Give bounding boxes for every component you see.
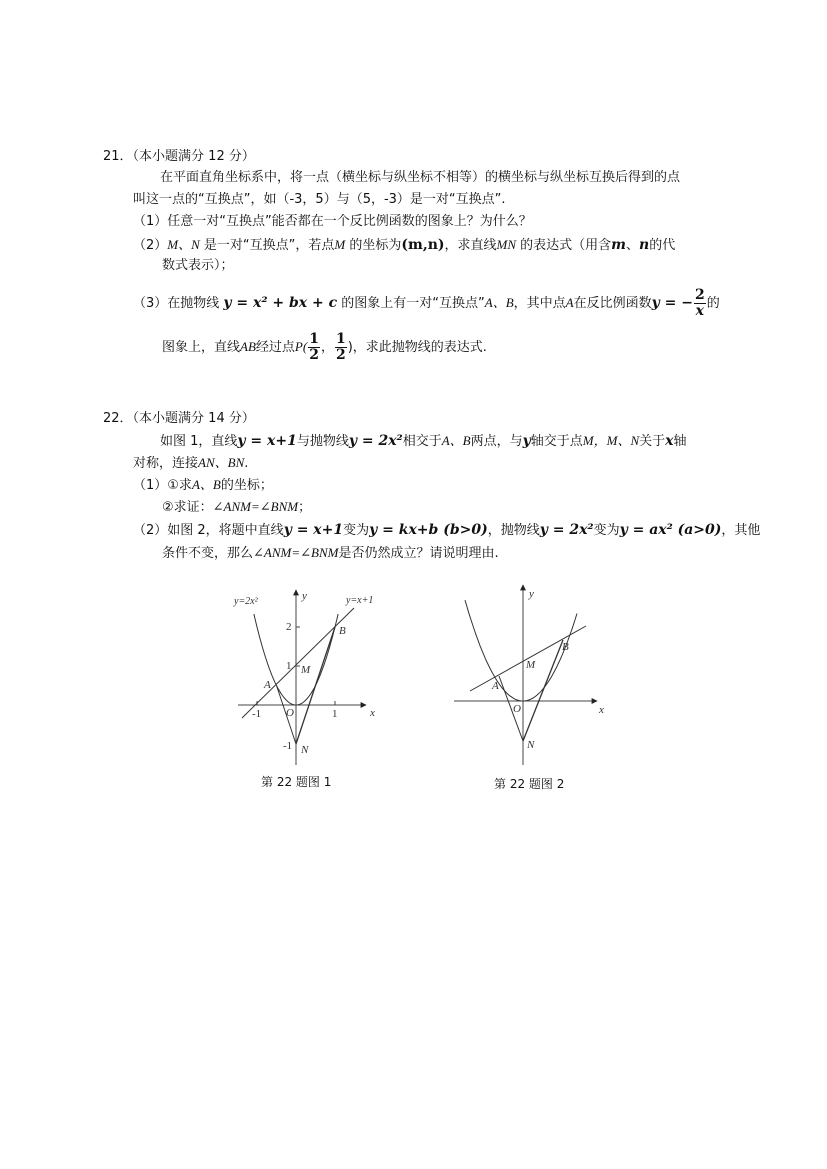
q22-line-eq: y = x+1 [237, 433, 297, 449]
q21-part3-text-d: 的 [706, 296, 720, 311]
fig2-axis-x-label: x [599, 704, 604, 716]
q21-part2-mn-line: MN [496, 237, 517, 252]
q22-intro-line2-an-bn: AN、BN [198, 455, 245, 470]
q21-part2-text-c: ，求直线 [444, 238, 497, 253]
q22-intro-y: y [522, 433, 531, 449]
q21-part3 [133, 288, 720, 319]
q21-part3-a-point: A [565, 295, 574, 310]
q22-part2-text-b: ，抛物线 [487, 523, 540, 538]
q21-part3-func-lhs: y = − [651, 295, 693, 311]
q22-intro-line2 [133, 454, 248, 473]
q21-part2-coord: (m,n) [401, 237, 445, 253]
fig1-line [242, 608, 354, 718]
q22-part2-text-c: 变为 [593, 523, 620, 538]
q22-part2-prefix: （2）如图 2，将题中直线 [133, 523, 284, 538]
fig1-point-a: A [264, 679, 271, 691]
fig1-point-n: N [301, 744, 309, 756]
q22-part1-a [133, 476, 273, 495]
q21-part2-m-point: M [334, 237, 346, 252]
q21-part3-comma: ， [320, 340, 334, 355]
q22-intro-line2-text-b: . [244, 456, 249, 471]
q22-part2-line2-text-b: 是否仍然成立？请说明理由. [338, 546, 499, 561]
q21-part2-text-e: 的代 [649, 238, 676, 253]
fraction-denominator: 2 [335, 347, 346, 363]
fraction-denominator: 2 [309, 347, 319, 363]
q21-part3-close: )，求此抛物线的表达式. [347, 340, 487, 355]
q21-score: （本小题满分 12 分） [132, 149, 255, 164]
q22-intro-line2-text-a: 对称，连接 [133, 456, 199, 471]
q22-score: （本小题满分 14 分） [132, 411, 255, 426]
fig1-origin-label: O [286, 707, 294, 719]
figure-1 [225, 585, 390, 765]
q21-part3-line2-ab: AB [240, 339, 256, 354]
q22-intro-line1 [160, 432, 687, 451]
figure-1-caption: 第 22 题图 1 [261, 775, 332, 789]
fig2-point-a: A [492, 680, 499, 692]
q21-part3-prefix: （3）在抛物线 [133, 296, 220, 311]
fraction-numerator: 2 [694, 287, 705, 303]
q21-part3-line2-text-a: 图象上，直线 [162, 340, 241, 355]
q22-part1a-suffix: 的坐标； [220, 478, 273, 493]
q21-part3-text-a: 的图象上有一对“互换点” [341, 296, 485, 311]
q22-intro-ab: A、B [441, 433, 471, 448]
q22-intro-text-d: 两点，与 [470, 434, 523, 449]
q22-number: 22． [103, 411, 133, 426]
fig1-point-m: M [301, 664, 311, 676]
q21-header [103, 148, 255, 166]
q22-part2-line2-text-a: 条件不变，那么 [162, 546, 254, 561]
q21-part2-text-d: 的表达式（用含 [516, 238, 612, 253]
fig1-segment-bn [296, 627, 335, 744]
q21-number: 21． [103, 149, 133, 164]
fig1-axis-x-label: x [370, 707, 375, 719]
q21-part2-var-n: n [639, 237, 650, 253]
q21-part3-text-b: ，其中点 [513, 296, 566, 311]
q21-part3-half-x [308, 332, 320, 363]
fig1-line-label: y=x+1 [346, 595, 374, 606]
fig2-axis-y-label: y [529, 588, 534, 600]
fig1-tick-label-y1: 1 [286, 660, 292, 672]
q22-part1b-angles: ∠ANM=∠BNM [212, 499, 299, 514]
q22-part1b-prefix: ②求证： [162, 500, 213, 515]
q21-part2-text-a: 是一对“互换点”，若点 [199, 238, 335, 253]
q21-part2-prefix: （2） [133, 238, 168, 253]
figure-2-caption: 第 22 题图 2 [494, 777, 565, 791]
fig1-parabola-label: y=2x² [234, 596, 258, 607]
q22-part1b-suffix: ； [298, 500, 312, 515]
q22-part2-text-a: 变为 [343, 523, 370, 538]
q21-part3-line2 [162, 332, 487, 363]
q22-intro-text-f: 关于 [639, 434, 666, 449]
fig2-segment-bn [523, 640, 563, 741]
q22-intro-text-g: 轴 [673, 434, 687, 449]
q21-part2-line2: 数式表示）； [162, 258, 234, 273]
q21-part2-var-m: m [611, 237, 626, 253]
q21-part3-text-c: 在反比例函数 [573, 296, 652, 311]
q22-intro-text-e: 轴交于点 [530, 434, 583, 449]
q21-intro-line1: 在平面直角坐标系中，将一点（横坐标与纵坐标不相等）的横坐标与纵坐标互换后得到的点 [160, 170, 681, 185]
q22-intro-x: x [665, 433, 674, 449]
q21-part2-text-b: 的坐标为 [345, 238, 402, 253]
q22-part1a-prefix: （1）①求 [133, 478, 192, 493]
q21-part3-ab: A、B [484, 295, 514, 310]
q21-part3-fraction [694, 288, 706, 319]
q22-intro-text-b: 与抛物线 [296, 434, 349, 449]
fig2-origin-label: O [513, 703, 521, 715]
q22-part2-parab2: y = ax² (a>0) [619, 522, 722, 538]
q21-part3-parabola-eq: y = x² + bx + c [223, 295, 338, 311]
q22-header [103, 410, 255, 428]
q21-part1: （1）任意一对“互换点”能否都在一个反比例函数的图象上？为什么？ [133, 214, 532, 229]
q22-part2-line2 [162, 544, 499, 563]
fig1-tick-label-xneg1: -1 [252, 708, 262, 720]
fraction-numerator: 1 [309, 331, 319, 347]
q21-part2-sep: 、 [626, 238, 640, 253]
q22-part2-line1: y = x+1 [283, 522, 344, 538]
q22-part2-line2-angles: ∠ANM=∠BNM [253, 545, 339, 560]
figure-2 [450, 580, 615, 765]
fig1-tick-label-x1: 1 [332, 708, 338, 720]
q21-part2 [133, 236, 675, 255]
q22-part1-b [162, 498, 311, 517]
fig1-tick-label-yneg1: -1 [283, 740, 293, 752]
fig1-tick-label-y2: 2 [286, 621, 292, 633]
q21-part3-line2-text-b: 经过点 [255, 340, 295, 355]
q21-part3-half-y [335, 332, 347, 363]
fig1-point-b: B [339, 625, 346, 637]
q21-intro-line2: 叫这一点的“互换点”，如（-3，5）与（5，-3）是一对“互换点”. [133, 192, 506, 207]
q22-part1a-ab: A、B [191, 477, 221, 492]
q22-intro-text-a: 如图 1，直线 [160, 434, 238, 449]
q22-part2 [133, 521, 760, 540]
q21-part3-point-p: P( [294, 339, 308, 354]
fig2-point-b: B [562, 641, 569, 653]
q21-part2-mn: M、N [167, 237, 200, 252]
q22-intro-text-c: 相交于 [402, 434, 442, 449]
q22-part2-line2: y = kx+b (b>0) [369, 522, 488, 538]
q22-part2-text-d: ，其他 [721, 523, 761, 538]
q22-part2-parab1: y = 2x² [539, 522, 594, 538]
fraction-denominator: x [695, 303, 705, 319]
fig2-point-m: M [526, 659, 536, 671]
q22-parabola-eq: y = 2x² [348, 433, 403, 449]
fig2-parabola [465, 600, 577, 701]
q22-intro-mn: M，M、N [582, 433, 640, 448]
fraction-numerator: 1 [335, 331, 346, 347]
fig1-axis-y-label: y [302, 590, 307, 602]
fig2-point-n: N [527, 739, 535, 751]
